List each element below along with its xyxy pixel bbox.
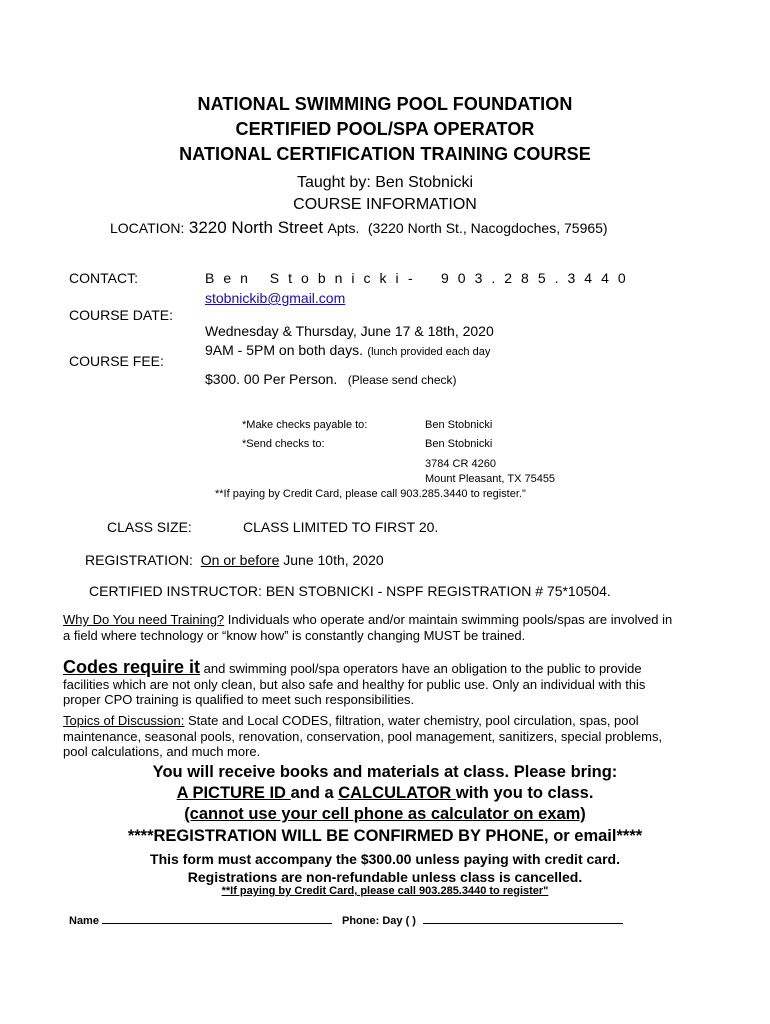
location-label: LOCATION:	[110, 220, 185, 236]
topics-paragraph	[63, 713, 683, 760]
title-course: NATIONAL CERTIFICATION TRAINING COURSE	[179, 144, 591, 164]
location-detail: (3220 North St., Nacogdoches, 75965)	[367, 220, 608, 236]
phone-field-row	[342, 912, 623, 927]
address-line-1: 3784 CR 4260	[425, 458, 496, 470]
registration-deadline-underlined: On or before	[200, 552, 280, 568]
fee-amount: $300. 00 Per Person.	[205, 371, 338, 387]
course-information-heading: COURSE INFORMATION	[293, 196, 477, 213]
name-label: Name	[69, 915, 99, 927]
calculator: CALCULATOR	[338, 784, 456, 802]
name-field[interactable]	[102, 912, 332, 924]
title-foundation: NATIONAL SWIMMING POOL FOUNDATION	[197, 94, 573, 114]
confirmation-line: ****REGISTRATION WILL BE CONFIRMED BY PHONE, or email****	[127, 827, 643, 845]
credit-card-note-text: **If paying by Credit Card, please call 903.285.3440 to register."	[215, 488, 526, 500]
contact-dash: -	[408, 270, 413, 286]
title-operator: CERTIFIED POOL/SPA OPERATOR	[235, 119, 535, 139]
location-place: 3220 North Street	[188, 218, 324, 237]
why-text: Individuals who operate and/or maintain swimming pools/spas are involved in a field where technology or “know how” is constantly changing MUST be trained.	[63, 612, 673, 643]
name-field-row	[69, 912, 332, 927]
instructor-line: CERTIFIED INSTRUCTOR: BEN STOBNICKI - NSPF REGISTRATION # 75*10504.	[89, 583, 611, 599]
course-fee-line	[205, 371, 457, 389]
credit-card-note	[215, 488, 526, 500]
cell-phone-note: (cannot use your cell phone as calculator on exam)	[184, 805, 586, 823]
lunch-note: (lunch provided each day	[367, 346, 491, 358]
location-apts: Apts.	[327, 220, 360, 236]
with-you: with you to class.	[455, 784, 594, 802]
bring-line: You will receive books and materials at class. Please bring:	[152, 763, 618, 781]
contact-email-link[interactable]: stobnickib@gmail.com	[205, 290, 346, 306]
course-fee-label: COURSE FEE:	[69, 353, 164, 369]
form-accompany-note: This form must accompany the $300.00 unless paying with credit card.	[150, 851, 620, 867]
codes-text: and swimming pool/spa operators have an obligation to the public to provide facilities which are not only clean, but also safe and healthy for public use. Only an individual with this proper CPO training is qualified to meet such responsibilities.	[63, 661, 646, 707]
topics-heading: Topics of Discussion:	[63, 713, 185, 728]
fee-note: (Please send check)	[347, 373, 457, 387]
and-a: and a	[290, 784, 339, 802]
registration-deadline: June 10th, 2020	[283, 552, 384, 568]
why-paragraph	[63, 612, 683, 643]
codes-heading: Codes require it	[63, 657, 201, 677]
phone-label: Phone: Day ( )	[342, 915, 416, 927]
course-date-label: COURSE DATE:	[69, 307, 173, 323]
phone-field[interactable]	[423, 912, 623, 924]
payable-to: Ben Stobnicki	[425, 419, 493, 431]
contact-label: CONTACT:	[69, 270, 138, 286]
contact-name: Ben Stobnicki	[205, 270, 408, 286]
picture-id: A PICTURE ID	[176, 784, 291, 802]
refund-note: Registrations are non-refundable unless class is cancelled.	[187, 869, 583, 885]
registration-label: REGISTRATION:	[85, 552, 193, 568]
registration-line	[85, 552, 384, 568]
class-size-value: CLASS LIMITED TO FIRST 20.	[243, 519, 439, 535]
address-line-2: Mount Pleasant, TX 75455	[425, 473, 556, 485]
location-line	[110, 218, 608, 238]
why-heading: Why Do You need Training?	[63, 612, 225, 627]
send-name: Ben Stobnicki	[425, 438, 493, 450]
taught-by: Taught by: Ben Stobnicki	[296, 174, 474, 191]
contact-phone: 903.285.3440	[441, 270, 635, 286]
send-label: *Send checks to:	[242, 438, 325, 450]
picture-calculator-line	[0, 784, 770, 803]
codes-paragraph	[63, 657, 683, 708]
payable-label: *Make checks payable to:	[242, 419, 368, 431]
class-size-label: CLASS SIZE:	[107, 519, 192, 535]
credit-card-note-2: **If paying by Credit Card, please call 903.285.3440 to register"	[221, 885, 549, 897]
topics-text: State and Local CODES, filtration, water chemistry, pool circulation, spas, pool maintenance, seasonal pools, renovation, conservation, pool management, sanitizers, special problems, pool calculations, and much more.	[63, 713, 663, 759]
course-times: 9AM - 5PM on both days.	[205, 342, 363, 358]
course-times-line	[205, 342, 490, 360]
course-dates: Wednesday & Thursday, June 17 & 18th, 2020	[205, 323, 494, 339]
